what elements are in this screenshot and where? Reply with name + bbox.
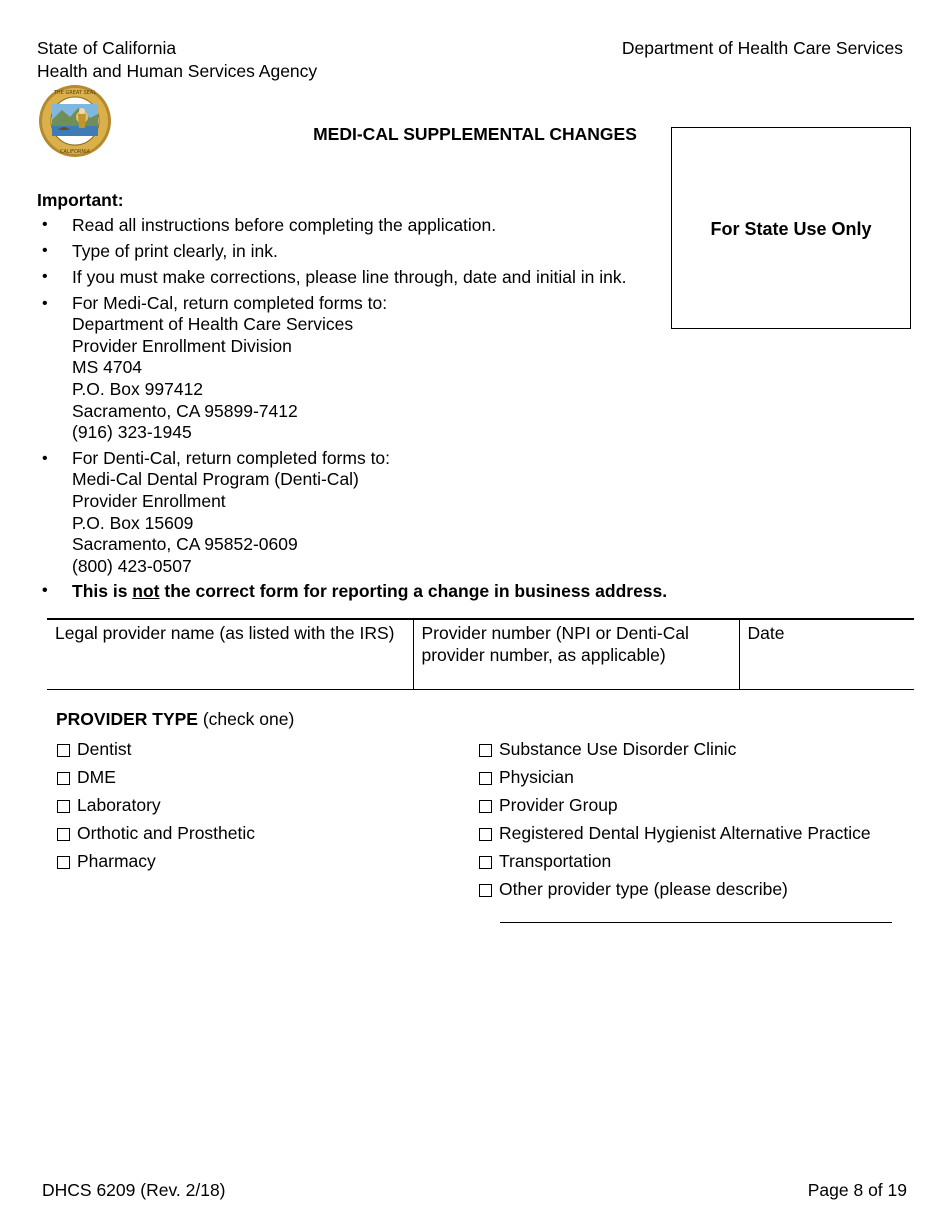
address-line: MS 4704	[72, 357, 143, 378]
form-number: DHCS 6209 (Rev. 2/18)	[42, 1180, 226, 1200]
department-name: Department of Health Care Services	[621, 38, 903, 58]
california-seal-icon	[38, 84, 112, 158]
svg-text:CALIFORNIA: CALIFORNIA	[59, 149, 91, 155]
address-line: Sacramento, CA 95899-7412	[72, 400, 298, 421]
checkbox[interactable]	[57, 828, 70, 841]
medical-mailing-address	[42, 293, 682, 444]
svg-text:THE GREAT SEAL: THE GREAT SEAL	[53, 90, 97, 96]
phone-number: (800) 423-0507	[72, 555, 192, 576]
provider-type-option-sud-clinic[interactable]: Substance Use Disorder Clinic	[479, 738, 736, 762]
business-address-warning: • This is not the correct form for reporting a change in business address.	[42, 581, 682, 603]
date-field[interactable]	[739, 619, 914, 689]
address-line: • For Medi-Cal, return completed forms to:	[72, 292, 388, 313]
important-heading: Important:	[37, 190, 124, 210]
provider-info-table	[47, 618, 914, 690]
checkbox[interactable]	[479, 856, 492, 869]
instruction-item: • If you must make corrections, please line through, date and initial in ink.	[42, 267, 682, 289]
legal-name-label: Legal provider name (as listed with the IRS)	[55, 623, 395, 643]
state-use-label: For State Use Only	[710, 219, 872, 239]
address-line: P.O. Box 997412	[72, 379, 204, 399]
provider-type-option-provider-group[interactable]: Provider Group	[479, 794, 618, 818]
agency-header	[37, 37, 317, 83]
address-line: Medi-Cal Dental Program (Denti-Cal)	[72, 469, 359, 490]
checkbox[interactable]	[57, 800, 70, 813]
checkbox[interactable]	[479, 884, 492, 897]
instruction-item: • Type of print clearly, in ink.	[42, 241, 682, 263]
checkbox[interactable]	[479, 772, 492, 785]
provider-type-option-orthotic[interactable]: Orthotic and Prosthetic	[57, 822, 255, 846]
provider-type-option-laboratory[interactable]: Laboratory	[57, 794, 161, 818]
address-line: Sacramento, CA 95852-0609	[72, 534, 298, 555]
instruction-item: • Read all instructions before completing the application.	[42, 215, 682, 237]
checkbox[interactable]	[57, 744, 70, 757]
provider-number-label: Provider number (NPI or Denti-Cal provider number, as applicable)	[421, 623, 689, 665]
page-number: Page 8 of 19	[807, 1180, 907, 1200]
checkbox[interactable]	[57, 772, 70, 785]
checkbox[interactable]	[479, 800, 492, 813]
address-line: • For Denti-Cal, return completed forms to:	[72, 447, 391, 468]
instruction-list	[42, 215, 682, 607]
provider-type-option-dme[interactable]: DME	[57, 766, 116, 790]
agency-line-2: Health and Human Services Agency	[37, 61, 318, 81]
provider-type-heading: PROVIDER TYPE (check one)	[56, 709, 295, 729]
address-line: Department of Health Care Services	[72, 314, 354, 335]
address-line: Provider Enrollment	[72, 490, 226, 511]
provider-type-option-other[interactable]: Other provider type (please describe)	[479, 878, 788, 902]
dental-mailing-address	[42, 448, 682, 578]
other-provider-type-input[interactable]	[500, 922, 892, 923]
address-line: P.O. Box 15609	[72, 512, 194, 533]
warning-emphasis: not	[132, 581, 160, 602]
provider-type-option-dentist[interactable]: Dentist	[57, 738, 131, 762]
checkbox[interactable]	[57, 856, 70, 869]
checkbox[interactable]	[479, 744, 492, 757]
provider-type-option-physician[interactable]: Physician	[479, 766, 574, 790]
checkbox[interactable]	[479, 828, 492, 841]
provider-number-field[interactable]	[413, 619, 739, 689]
date-label: Date	[747, 623, 785, 643]
provider-type-option-pharmacy[interactable]: Pharmacy	[57, 850, 156, 874]
address-line: Provider Enrollment Division	[72, 335, 292, 356]
agency-line-1: State of California	[37, 38, 177, 58]
form-title: MEDI-CAL SUPPLEMENTAL CHANGES	[313, 124, 637, 144]
provider-type-option-rdhap[interactable]: Registered Dental Hygienist Alternative Practice	[479, 822, 871, 846]
legal-name-field[interactable]	[47, 619, 413, 689]
provider-type-option-transportation[interactable]: Transportation	[479, 850, 611, 874]
phone-number: (916) 323-1945	[72, 422, 192, 443]
state-use-box	[671, 127, 911, 329]
